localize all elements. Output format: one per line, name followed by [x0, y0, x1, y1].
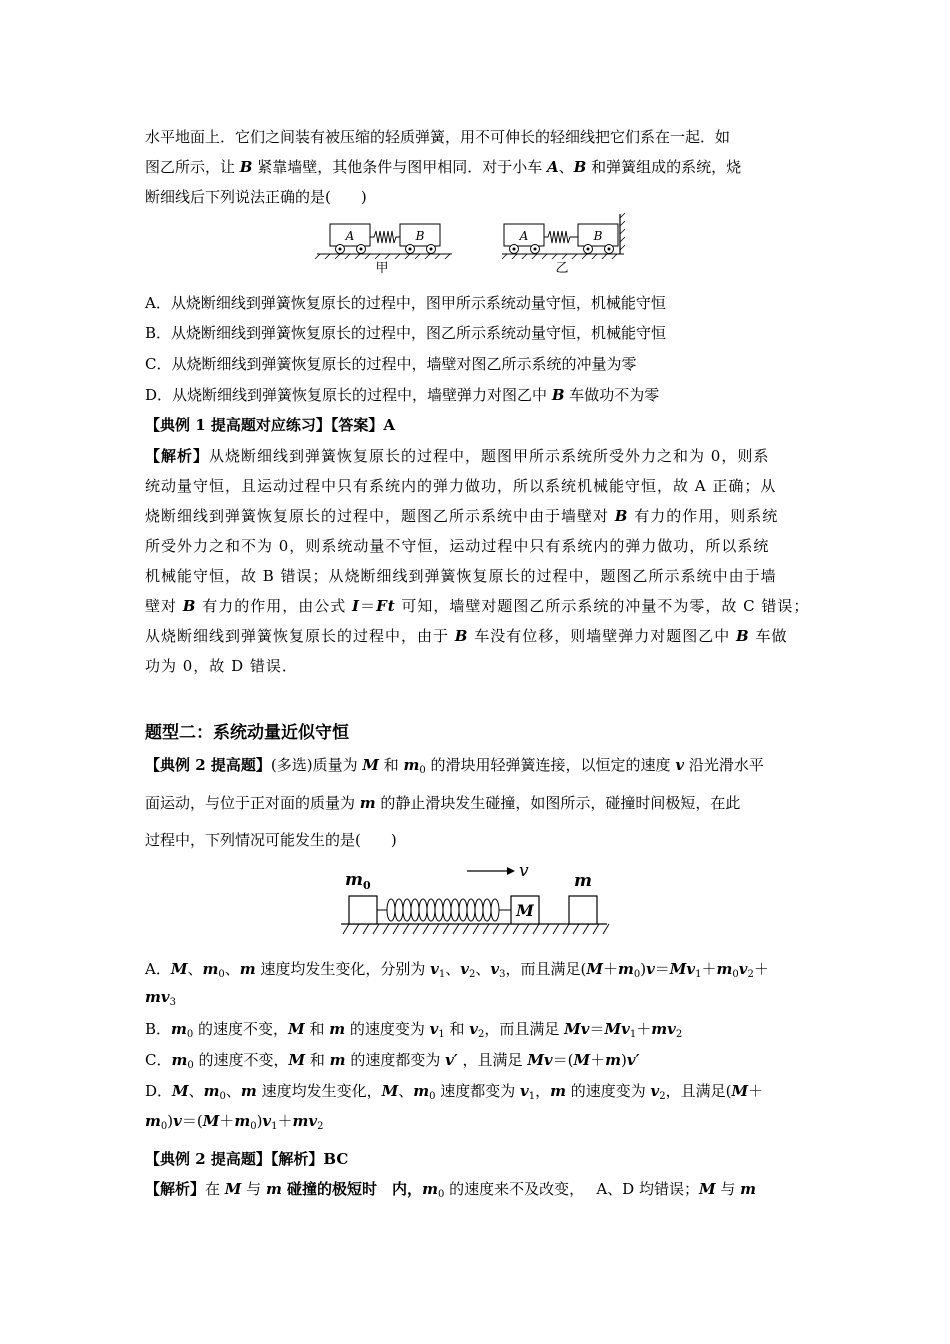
cart-a-right-label: A — [519, 229, 529, 243]
solution-1-line-4: 所受外力之和不为 0，则系统动量不守恒，运动过程中只有系统内的弹力做功，所以系统 — [145, 537, 770, 555]
solution-1-line-6: 壁对 B 有力的作用，由公式 I＝Ft 可知，墙壁对题图乙所示系统的冲量不为零，故 C 错误； — [145, 597, 810, 615]
q2-line-3: 过程中，下列情况可能发生的是( ) — [145, 831, 397, 849]
block-m0 — [349, 896, 377, 924]
section-2-title: 题型二：系统动量近似守恒 — [145, 723, 349, 743]
caption-jia: 甲 — [375, 261, 389, 276]
solution-1-line-3: 烧断细线到弹簧恢复原长的过程中，题图乙所示系统中由于墙壁对 B 有力的作用，则系统 — [145, 507, 779, 525]
block-m0-label: $m_0$ — [345, 870, 371, 892]
cart-b-right-label: B — [593, 229, 603, 243]
cart-a-left-label: A — [345, 229, 355, 243]
solution-2-line-1: 【解析】在 M 与 m 碰撞的极短时 内，$m_0$ 的速度来不及改变， A、D 均错误；M 与 m — [145, 1180, 757, 1200]
solution-1-line-1: 【解析】从烧断细线到弹簧恢复原长的过程中，题图甲所示系统所受外力之和为 0，则系 — [145, 447, 770, 465]
solution-1-line-8: 功为 0，故 D 错误． — [145, 657, 298, 675]
intro-line-1: 水平地面上．它们之间装有被压缩的轻质弹簧，用不可伸长的轻细线把它们系在一起．如 — [145, 128, 731, 146]
caption-yi: 乙 — [555, 261, 569, 276]
intro-line-3: 断细线后下列说法正确的是( ) — [145, 188, 367, 206]
q2-option-c: C．$m_0$ 的速度不变，M 和 m 的速度都变为 v′ ，且满足 Mv＝(M＋m)v′ — [145, 1051, 640, 1071]
q2-option-a: A．M、$m_0$、m 速度均发生变化，分别为 $v_1$、$v_2$、$v_3$，而且满足$(M+m_0)v=Mv_1+m_0v_2+$ — [145, 960, 769, 980]
solution-1-line-5: 机械能守恒，故 B 错误；从烧断细线到弹簧恢复原长的过程中，题图乙所示系统中由于墙 — [145, 567, 777, 585]
intro-line-2: 图乙所示，让 B 紧靠墙壁，其他条件与图甲相同．对于小车 A、B 和弹簧组成的系统，烧 — [145, 158, 742, 176]
block-M-label: M — [516, 901, 534, 920]
q2-line-1: 【典例 2 提高题】(多选)质量为 M 和 $m_0$ 的滑块用轻弹簧连接，以恒定的速度 v 沿光滑水平 — [145, 756, 764, 776]
q2-option-a-cont: $mv_3$ — [145, 988, 176, 1008]
spring-coils — [377, 899, 511, 921]
q2-line-2: 面运动，与位于正对面的质量为 m 的静止滑块发生碰撞，如图所示，碰撞时间极短，在此 — [145, 794, 741, 812]
spring-left — [370, 231, 400, 243]
solution-1-line-7: 从烧断细线到弹簧恢复原长的过程中，由于 B 车没有位移，则墙壁弹力对题图乙中 B 车做 — [145, 627, 788, 645]
q1-option-d: D．从烧断细线到弹簧恢复原长的过程中，墙壁弹力对图乙中 B 车做功不为零 — [145, 386, 660, 404]
collision-figure — [335, 858, 615, 940]
q2-option-b: B．$m_0$ 的速度不变，M 和 m 的速度变为 $v_1$ 和 $v_2$，而且满足 $Mv=Mv_1+mv_2$ — [145, 1020, 683, 1040]
answer-1: 【典例 1 提高题对应练习】【答案】A — [145, 416, 396, 434]
solution-1-line-2: 统动量守恒，且运动过程中只有系统内的弹力做功，所以系统机械能守恒，故 A 正确；从 — [145, 477, 777, 495]
spring-right — [544, 231, 578, 243]
q1-option-b: B．从烧断细线到弹簧恢复原长的过程中，图乙所示系统动量守恒，机械能守恒 — [145, 324, 667, 342]
block-m-label: m — [574, 871, 592, 891]
q2-option-d-cont: $m_0)v=(M+m_0)v_1+mv_2$ — [145, 1112, 324, 1132]
block-m — [569, 896, 597, 924]
cart-figure — [312, 210, 642, 278]
velocity-label: v — [519, 861, 529, 881]
answer-2: 【典例 2 提高题】【解析】BC — [145, 1150, 349, 1168]
q1-option-c: C．从烧断细线到弹簧恢复原长的过程中，墙壁对图乙所示系统的冲量为零 — [145, 355, 637, 373]
q2-option-d: D．M、$m_0$、m 速度均发生变化，M、$m_0$ 速度都变为 $v_1$，m 的速度变为 $v_2$，且满足(M＋ — [145, 1082, 764, 1102]
q1-option-a: A．从烧断细线到弹簧恢复原长的过程中，图甲所示系统动量守恒，机械能守恒 — [145, 294, 666, 312]
cart-b-left-label: B — [415, 229, 425, 243]
